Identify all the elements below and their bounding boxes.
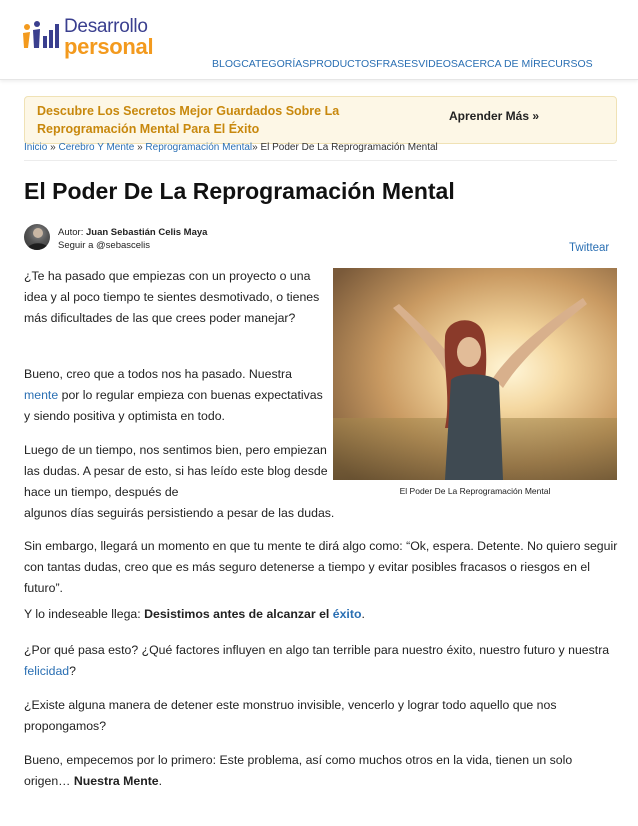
person-icon (24, 224, 50, 250)
paragraph-5-text: Y lo indeseable llega: (24, 607, 145, 621)
link-mente[interactable]: mente (24, 388, 59, 402)
paragraph-6-end: ? (69, 664, 76, 678)
paragraph-8-text: Bueno, empecemos por lo primero: Este problema, así como muchos otros en la vida, tienen un solo origen… (24, 753, 573, 788)
promo-banner[interactable] (24, 96, 617, 144)
breadcrumb-home[interactable]: Inicio (24, 142, 48, 153)
paragraph-8 (24, 750, 618, 792)
paragraph-5-end: . (361, 607, 365, 621)
breadcrumb-reprogramacion[interactable]: Reprogramación Mental (145, 142, 253, 153)
paragraph-2 (24, 364, 329, 427)
breadcrumb-separator: » (137, 142, 143, 153)
paragraph-3: Luego de un tiempo, nos sentimos bien, pero empiezan las dudas. A pesar de esto, si has leído este blog desde hace un tiempo, después de (24, 443, 328, 499)
page-title: El Poder De La Reprogramación Mental (24, 178, 455, 204)
woman-arms-open-image (333, 268, 617, 480)
paragraph-8-bold: Nuestra Mente (73, 774, 159, 788)
article-image (333, 268, 617, 480)
paragraph-6-text: ¿Por qué pasa esto? ¿Qué factores influyen en algo tan terrible para nuestro éxito, nuestro futuro y nuestra (24, 643, 610, 657)
follow-link[interactable]: Seguir a @sebascelis (58, 240, 151, 251)
nav-acerca[interactable]: ACERCA DE MÍ (457, 58, 534, 70)
author-name[interactable]: Juan Sebastián Celis Maya (86, 227, 208, 238)
nav-videos[interactable]: VIDEOS (418, 58, 458, 70)
link-exito[interactable]: éxito (332, 607, 362, 621)
breadcrumb (24, 142, 438, 153)
site-logo[interactable] (22, 14, 172, 59)
divider (24, 160, 617, 161)
logo-text-bottom: personal (64, 34, 154, 59)
site-header (0, 0, 638, 80)
paragraph-3-continued: algunos días seguirás persistiendo a pesar de las dudas. (24, 506, 335, 520)
paragraph-2-text-end: por lo regular empieza con buenas expectativas y siendo positiva y optimista en todo. (24, 388, 323, 423)
image-caption: El Poder De La Reprogramación Mental (399, 486, 551, 496)
promo-learn-more-button[interactable]: Aprender Más » (449, 109, 540, 123)
breadcrumb-current: El Poder De La Reprogramación Mental (260, 142, 438, 153)
paragraph-2-text: Bueno, creo que a todos nos ha pasado. Nuestra (24, 367, 292, 381)
author-avatar[interactable] (24, 224, 50, 250)
main-nav (212, 58, 593, 70)
paragraph-5-bold: Desistimos antes de alcanzar el (144, 607, 333, 621)
paragraph-4: Sin embargo, llegará un momento en que tu mente te dirá algo como: “Ok, espera. Detente. No quiero seguir con tantas dudas, creo que es más seguro detenerse a tiempo y evitar posibles fracasos o riesgos en el futuro”. (24, 539, 618, 595)
breadcrumb-separator: » (50, 142, 56, 153)
paragraph-8-end: . (158, 774, 163, 788)
nav-frases[interactable]: FRASES (376, 58, 419, 70)
paragraph-6 (24, 640, 618, 682)
nav-blog[interactable]: BLOG (212, 58, 242, 70)
promo-text[interactable]: Descubre Los Secretos Mejor Guardados Sobre La Reprogramación Mental Para El Éxito (37, 104, 340, 136)
breadcrumb-separator: » (252, 142, 258, 153)
paragraph-5 (24, 604, 618, 625)
nav-recursos[interactable]: RECURSOS (533, 58, 593, 70)
author-line (58, 227, 207, 238)
nav-productos[interactable]: PRODUCTOS (309, 58, 377, 70)
breadcrumb-cerebro[interactable]: Cerebro Y Mente (58, 142, 135, 153)
author-label: Autor: (58, 227, 84, 238)
paragraph-7: ¿Existe alguna manera de detener este monstruo invisible, vencerlo y lograr todo aquello que nos propongamos? (24, 698, 557, 733)
link-felicidad[interactable]: felicidad (24, 664, 70, 678)
nav-categorias[interactable]: CATEGORÍAS (241, 58, 310, 70)
logo-people-icon (22, 20, 60, 52)
logo-text-top: Desarrollo (64, 16, 148, 37)
tweet-button[interactable]: Twittear (569, 242, 610, 254)
paragraph-1: ¿Te ha pasado que empiezas con un proyecto o una idea y al poco tiempo te sientes desmotivado, o tienes más dificultades de las que crees poder manejar? (24, 269, 320, 325)
